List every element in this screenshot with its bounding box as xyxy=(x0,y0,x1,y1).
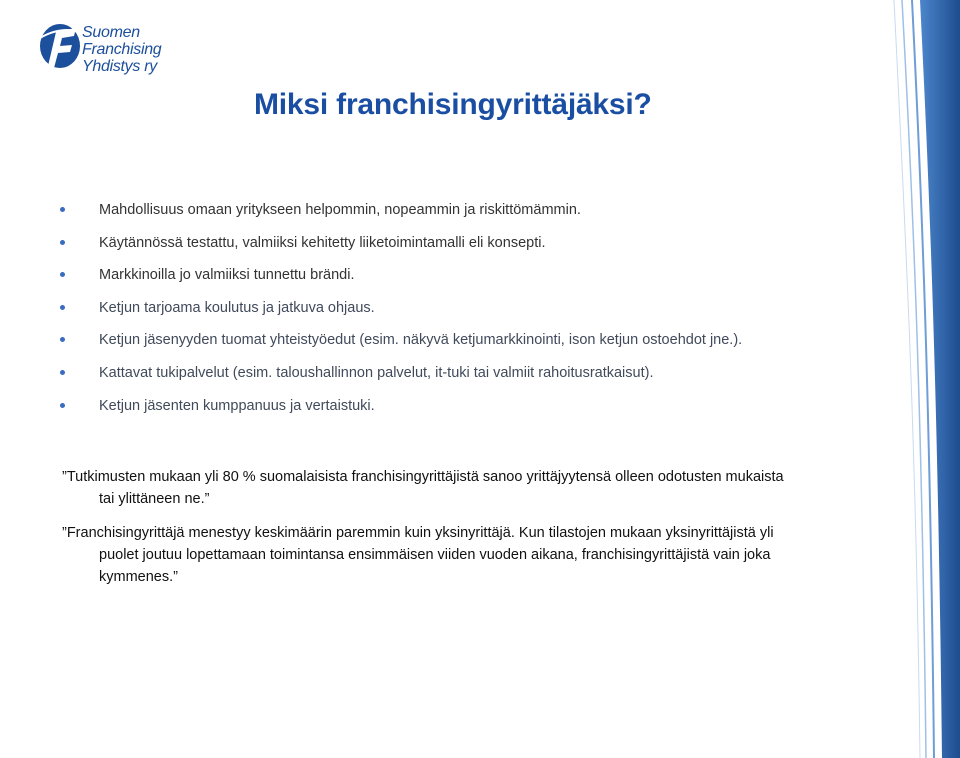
list-item-text: Ketjun jäsenten kumppanuus ja vertaistuki. xyxy=(99,397,375,414)
bullet-icon xyxy=(60,370,65,375)
list-item xyxy=(60,396,880,429)
bullet-icon xyxy=(60,240,65,245)
logo-line-3: Yhdistys ry xyxy=(82,58,157,75)
bullet-list xyxy=(60,200,880,428)
quote-line: tai ylittäneen ne.” xyxy=(99,491,210,507)
list-item xyxy=(60,200,880,233)
logo-line-1: Suomen xyxy=(82,24,140,41)
bullet-icon xyxy=(60,305,65,310)
bullet-icon xyxy=(60,272,65,277)
franchising-logo-icon xyxy=(38,20,84,74)
list-item xyxy=(60,298,880,331)
list-item-text: Mahdollisuus omaan yritykseen helpommin, nopeammin ja riskittömämmin. xyxy=(99,202,581,218)
list-item xyxy=(60,330,880,363)
list-item xyxy=(60,265,880,298)
list-item-text: Markkinoilla jo valmiiksi tunnettu brändi. xyxy=(99,267,355,284)
quote-line: kymmenes.” xyxy=(99,569,178,585)
quote-success xyxy=(62,522,852,588)
logo xyxy=(38,20,178,80)
logo-text xyxy=(82,24,161,75)
quote-line: ”Franchisingyrittäjä menestyy keskimäärin paremmin kuin yksinyrittäjä. Kun tilastojen mukaan yksinyrittäjistä yli xyxy=(62,525,774,541)
footer-url: www.franchising.fi xyxy=(456,716,569,732)
quote-line: puolet joutuu lopettamaan toimintansa ensimmäisen viiden vuoden aikana, franchisingyrittäjistä vain joka xyxy=(99,547,771,563)
quote-research xyxy=(62,466,852,510)
list-item-text: Ketjun jäsenyyden tuomat yhteistyöedut (esim. näkyvä ketjumarkkinointi, ison ketjun ostoehdot jne.). xyxy=(99,332,743,349)
list-item-text: Ketjun tarjoama koulutus ja jatkuva ohjaus. xyxy=(99,299,375,316)
logo-line-2: Franchising xyxy=(82,41,162,58)
bullet-icon xyxy=(60,337,65,342)
decorative-stripes xyxy=(890,0,960,758)
list-item xyxy=(60,363,880,396)
bullet-icon xyxy=(60,403,65,408)
list-item-text: Kattavat tukipalvelut (esim. taloushallinnon palvelut, it-tuki tai valmiit rahoitusratkaisut). xyxy=(99,364,654,381)
page-title: Miksi franchisingyrittäjäksi? xyxy=(254,88,652,121)
list-item xyxy=(60,233,880,266)
quote-line: ”Tutkimusten mukaan yli 80 % suomalaisista franchisingyrittäjistä sanoo yrittäjyytensä olleen odotusten mukaista xyxy=(62,469,784,485)
list-item-text: Käytännössä testattu, valmiiksi kehitetty liiketoimintamalli eli konsepti. xyxy=(99,234,546,251)
bullet-icon xyxy=(60,207,65,212)
